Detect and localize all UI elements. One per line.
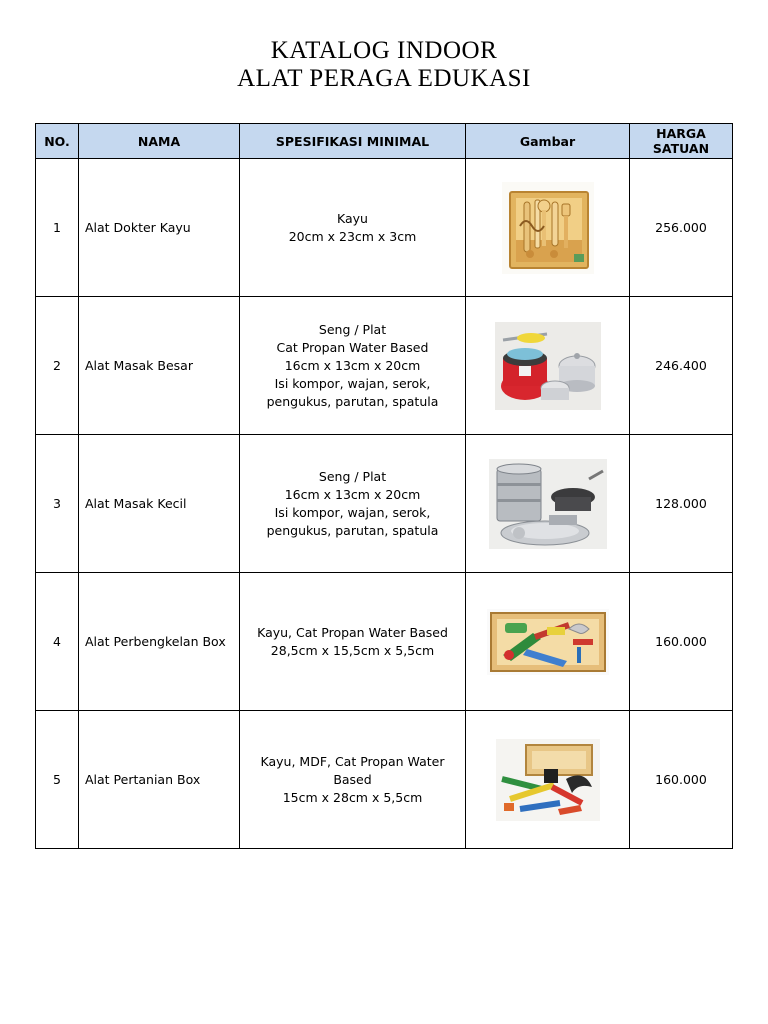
- table-row: [36, 159, 733, 297]
- header-no: NO.: [36, 124, 79, 159]
- table-row: [36, 711, 733, 849]
- cell-spesifikasi: [240, 711, 466, 849]
- cell-harga: 160.000: [630, 711, 733, 849]
- cell-harga: 128.000: [630, 435, 733, 573]
- header-harga-line2: SATUAN: [652, 141, 710, 156]
- table-row: [36, 297, 733, 435]
- wooden-doctor-set-image: [502, 182, 594, 274]
- cell-nama: Alat Pertanian Box: [79, 711, 240, 849]
- cell-nama: Alat Masak Besar: [79, 297, 240, 435]
- header-harga-line1: HARGA: [656, 126, 706, 141]
- cell-no: 2: [36, 297, 79, 435]
- spec-line: pengukus, parutan, spatula: [266, 393, 439, 409]
- small-cooking-set-image: [489, 459, 607, 549]
- catalog-table: [35, 123, 733, 849]
- workshop-tool-box-image: [487, 609, 609, 675]
- spec-line: Seng / Plat: [318, 468, 387, 484]
- cell-nama: Alat Dokter Kayu: [79, 159, 240, 297]
- cell-no: 1: [36, 159, 79, 297]
- large-cooking-set-image: [495, 322, 601, 410]
- spec-line: 16cm x 13cm x 20cm: [284, 357, 421, 373]
- cell-spesifikasi: [240, 159, 466, 297]
- spec-line: Isi kompor, wajan, serok,: [274, 375, 431, 391]
- cell-gambar: [466, 435, 630, 573]
- table-header-row: [36, 124, 733, 159]
- cell-nama: Alat Masak Kecil: [79, 435, 240, 573]
- cell-harga: 246.400: [630, 297, 733, 435]
- cell-gambar: [466, 159, 630, 297]
- spec-line: 20cm x 23cm x 3cm: [288, 228, 417, 244]
- spec-line: 16cm x 13cm x 20cm: [284, 486, 421, 502]
- table-row: [36, 573, 733, 711]
- spec-line: 15cm x 28cm x 5,5cm: [282, 789, 423, 805]
- catalog-title-line1: KATALOG INDOOR: [270, 37, 498, 64]
- cell-harga: 256.000: [630, 159, 733, 297]
- spec-line: Based: [333, 771, 372, 787]
- cell-no: 4: [36, 573, 79, 711]
- cell-spesifikasi: [240, 297, 466, 435]
- spec-line: Cat Propan Water Based: [276, 339, 429, 355]
- table-row: [36, 435, 733, 573]
- cell-gambar: [466, 297, 630, 435]
- spec-line: pengukus, parutan, spatula: [266, 522, 439, 538]
- farming-tool-box-image: [496, 739, 600, 821]
- spec-line: Kayu: [337, 210, 368, 226]
- header-harga: [630, 124, 733, 159]
- spec-line: Seng / Plat: [318, 321, 387, 337]
- spec-line: Kayu, MDF, Cat Propan Water: [260, 753, 445, 769]
- spec-line: 28,5cm x 15,5cm x 5,5cm: [270, 642, 435, 658]
- cell-gambar: [466, 573, 630, 711]
- header-gambar: Gambar: [466, 124, 630, 159]
- cell-gambar: [466, 711, 630, 849]
- spec-line: Isi kompor, wajan, serok,: [274, 504, 431, 520]
- cell-spesifikasi: [240, 573, 466, 711]
- cell-no: 5: [36, 711, 79, 849]
- spec-line: Kayu, Cat Propan Water Based: [257, 624, 448, 640]
- cell-harga: 160.000: [630, 573, 733, 711]
- catalog-title-line2: ALAT PERAGA EDUKASI: [237, 65, 531, 92]
- cell-nama: Alat Perbengkelan Box: [79, 573, 240, 711]
- header-nama: NAMA: [79, 124, 240, 159]
- cell-spesifikasi: [240, 435, 466, 573]
- header-spesifikasi: SPESIFIKASI MINIMAL: [240, 124, 466, 159]
- cell-no: 3: [36, 435, 79, 573]
